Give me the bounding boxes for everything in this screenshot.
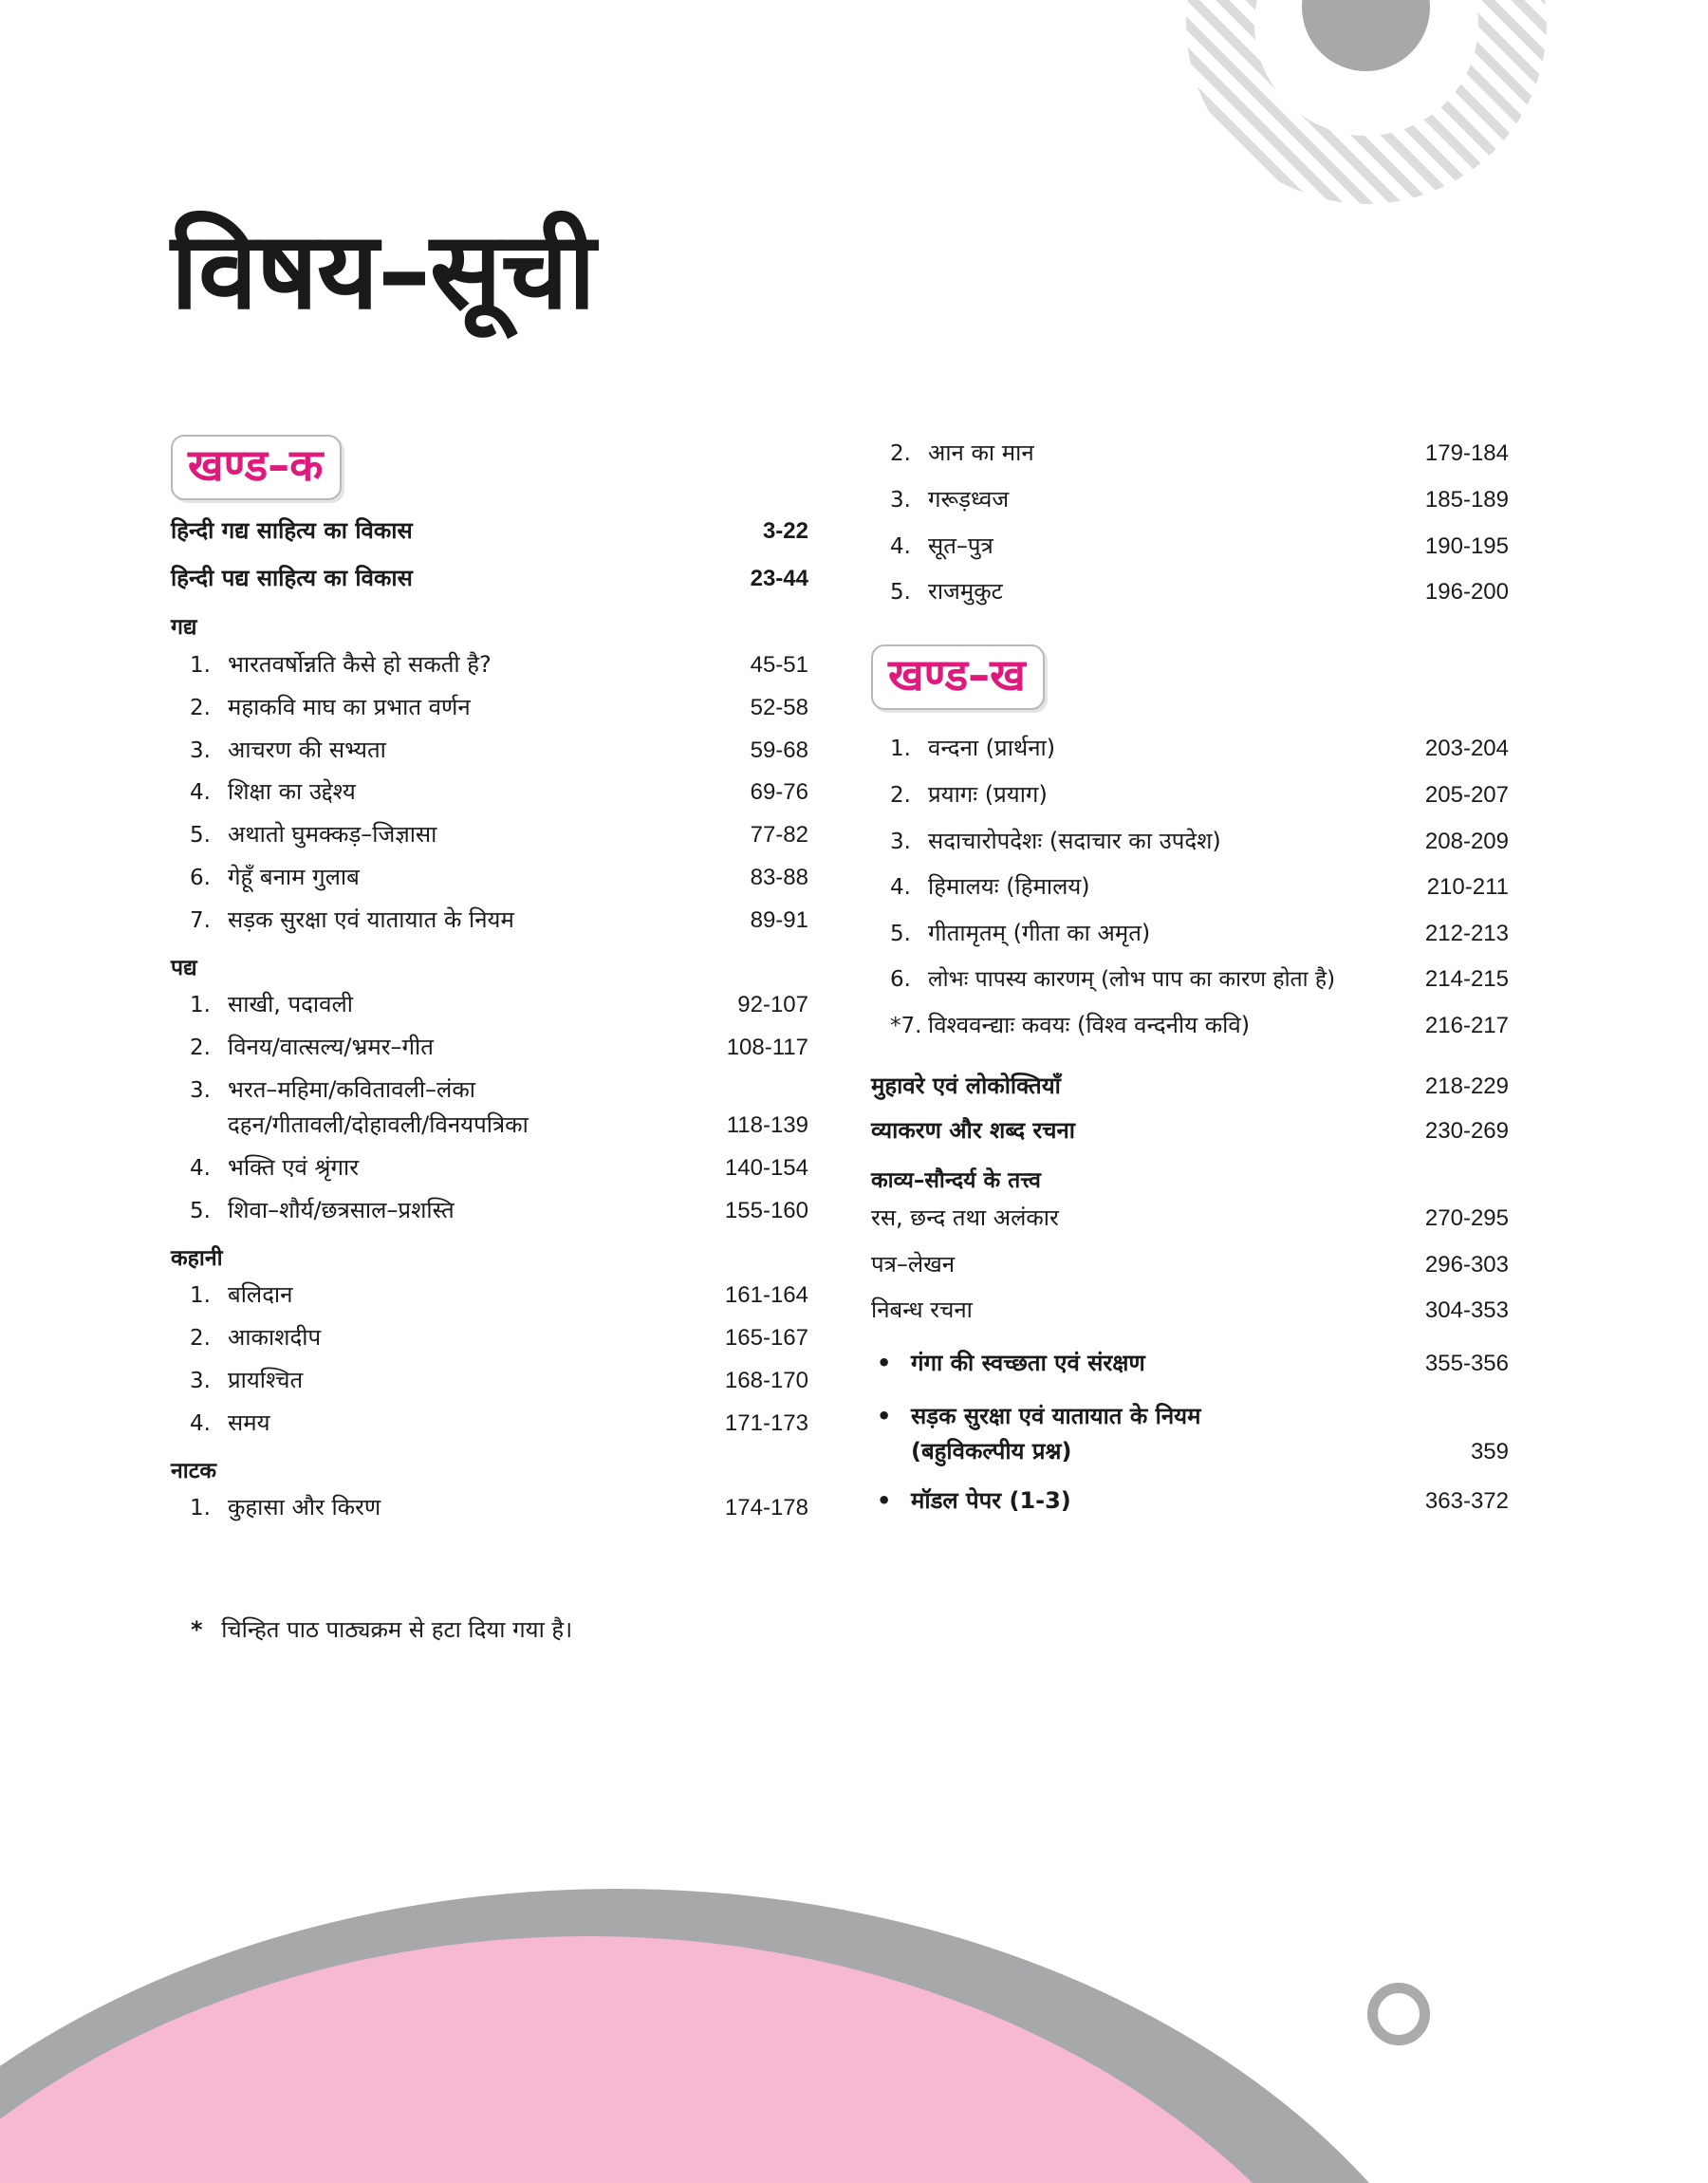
bullet-icon: • xyxy=(877,1486,892,1514)
entry-label: विनय/वात्सल्य/भ्रमर–गीत xyxy=(228,1034,434,1061)
entry-pages: 77-82 xyxy=(750,822,808,849)
footnote-star: * xyxy=(191,1616,203,1643)
toc-entry[interactable] xyxy=(871,532,1509,561)
entry-number: 2. xyxy=(190,1326,211,1352)
toc-entry[interactable] xyxy=(871,1350,1509,1378)
group-heading-kavya: काव्य–सौन्दर्य के तत्त्व xyxy=(871,1168,1041,1194)
entry-number: 3. xyxy=(190,1077,211,1103)
entry-pages: 45-51 xyxy=(750,652,808,679)
group-heading-natak: नाटक xyxy=(171,1458,216,1483)
entry-number: 3. xyxy=(190,1369,211,1394)
entry-pages: 355-356 xyxy=(1424,1351,1509,1377)
entry-label: सूत–पुत्र xyxy=(928,532,993,559)
toc-entry[interactable] xyxy=(871,920,1509,948)
entry-label: आचरण की सभ्यता xyxy=(228,736,386,763)
section-badge-khand-b: खण्ड–ख xyxy=(871,644,1045,710)
group-heading-padya: पद्य xyxy=(171,955,197,980)
entry-pages: 216-217 xyxy=(1424,1012,1509,1038)
toc-entry[interactable] xyxy=(171,737,808,765)
entry-label: अथातो घुमक्कड़–जिज्ञासा xyxy=(228,821,437,849)
toc-entry[interactable] xyxy=(171,1197,808,1225)
entry-pages: 155-160 xyxy=(724,1198,808,1224)
toc-entry[interactable] xyxy=(171,778,808,807)
section-badge-khand-a: खण्ड–क xyxy=(171,435,342,500)
entry-number: 1. xyxy=(890,737,911,762)
entry-number: 6. xyxy=(890,967,911,993)
entry-pages: 89-91 xyxy=(750,906,808,933)
entry-number: 4. xyxy=(890,533,911,559)
toc-entry[interactable] xyxy=(171,906,808,935)
entry-label: शिवा–शौर्य/छत्रसाल–प्रशस्ति xyxy=(228,1197,455,1224)
entry-pages: 83-88 xyxy=(750,865,808,891)
entry-label-line1: भरत–महिमा/कवितावली–लंका xyxy=(228,1075,475,1103)
toc-entry[interactable] xyxy=(171,991,808,1019)
toc-entry[interactable] xyxy=(871,781,1509,810)
toc-entry[interactable] xyxy=(171,1324,808,1353)
entry-label: शिक्षा का उद्देश्य xyxy=(228,778,356,806)
entry-pages: 214-215 xyxy=(1424,966,1509,993)
toc-entry-continuation[interactable] xyxy=(171,1111,808,1140)
entry-pages: 210-211 xyxy=(1426,874,1509,901)
entry-pages: 174-178 xyxy=(724,1495,808,1521)
entry-label: निबन्ध रचना xyxy=(871,1297,973,1324)
entry-label-line2: (बहुविकल्पीय प्रश्न) xyxy=(911,1437,1072,1465)
entry-number: 2. xyxy=(190,1036,211,1061)
entry-number: 5. xyxy=(890,922,911,947)
entry-number: 5. xyxy=(190,1199,211,1224)
entry-number: 4. xyxy=(190,1156,211,1182)
entry-label: हिन्दी गद्य साहित्य का विकास xyxy=(171,516,413,544)
entry-label: कुहासा और किरण xyxy=(228,1494,381,1521)
entry-pages: 179-184 xyxy=(1424,440,1509,466)
toc-entry-continuation[interactable] xyxy=(871,1438,1509,1466)
entry-pages: 92-107 xyxy=(737,992,808,1018)
footnote xyxy=(191,1616,572,1644)
entry-number: 4. xyxy=(190,780,211,806)
entry-number: 2. xyxy=(190,695,211,720)
toc-entry[interactable] xyxy=(171,565,808,593)
entry-pages: 212-213 xyxy=(1424,921,1509,947)
entry-label xyxy=(228,1076,808,1104)
toc-entry[interactable] xyxy=(871,578,1509,606)
entry-label: प्रायश्चित xyxy=(228,1367,304,1394)
entry-label: बलिदान xyxy=(228,1281,293,1309)
entry-label: भक्ति एवं श्रृंगार xyxy=(228,1154,360,1182)
entry-number: 1. xyxy=(190,1496,211,1521)
entry-pages: 230-269 xyxy=(1424,1118,1509,1145)
entry-pages: 171-173 xyxy=(724,1409,808,1436)
entry-number: 2. xyxy=(890,782,911,808)
group-heading-gadya: गद्य xyxy=(171,615,197,641)
toc-entry[interactable] xyxy=(171,1154,808,1183)
entry-pages: 363-372 xyxy=(1424,1487,1509,1514)
toc-entry[interactable] xyxy=(171,1367,808,1395)
entry-label: विश्ववन्द्याः कवयः (विश्व वन्दनीय कवि) xyxy=(928,1011,1251,1038)
entry-pages: 203-204 xyxy=(1424,736,1509,762)
group-heading-kahani: कहानी xyxy=(171,1245,223,1271)
entry-number: 6. xyxy=(190,866,211,891)
entry-number: 1. xyxy=(190,993,211,1018)
entry-number: 7. xyxy=(190,907,211,933)
toc-entry[interactable] xyxy=(871,1073,1509,1101)
toc-entry[interactable] xyxy=(871,439,1509,468)
entry-label: मुहावरे एवं लोकोक्तियाँ xyxy=(871,1072,1061,1099)
toc-entry[interactable] xyxy=(171,1494,808,1522)
entry-pages: 69-76 xyxy=(750,779,808,806)
entry-pages: 140-154 xyxy=(724,1155,808,1182)
entry-label: राजमुकुट xyxy=(928,578,1003,606)
entry-number: 1. xyxy=(190,1283,211,1309)
entry-number: 5. xyxy=(890,580,911,606)
entry-number: 5. xyxy=(190,823,211,849)
entry-label: व्याकरण और शब्द रचना xyxy=(871,1117,1076,1145)
bullet-icon: • xyxy=(877,1403,892,1430)
entry-pages: 23-44 xyxy=(750,565,808,591)
bottom-arc-decoration xyxy=(0,1860,1708,2183)
entry-pages: 218-229 xyxy=(1424,1073,1509,1099)
entry-label: रस, छन्द तथा अलंकार xyxy=(871,1203,1059,1231)
entry-pages: 161-164 xyxy=(724,1282,808,1309)
entry-label: गीतामृतम् (गीता का अमृत) xyxy=(928,920,1151,947)
entry-pages: 168-170 xyxy=(724,1368,808,1394)
entry-label-line2: दहन/गीतावली/दोहावली/विनयपत्रिका xyxy=(228,1111,529,1139)
entry-number: 2. xyxy=(890,441,911,466)
toc-entry[interactable] xyxy=(171,821,808,849)
entry-label: समय xyxy=(228,1409,270,1436)
entry-label: महाकवि माघ का प्रभात वर्णन xyxy=(228,693,471,720)
entry-number: 3. xyxy=(890,487,911,513)
toc-entry[interactable] xyxy=(871,1117,1509,1146)
entry-pages: 296-303 xyxy=(1424,1251,1509,1278)
entry-label: आन का मान xyxy=(928,439,1034,466)
bullet-icon: • xyxy=(877,1350,892,1377)
entry-label: प्रयागः (प्रयाग) xyxy=(928,780,1048,808)
toc-entry[interactable] xyxy=(871,1251,1509,1279)
entry-pages: 3-22 xyxy=(762,517,808,544)
entry-number: 3. xyxy=(890,829,911,854)
entry-pages: 118-139 xyxy=(726,1112,808,1139)
entry-number: *7. xyxy=(890,1013,922,1038)
entry-number: 1. xyxy=(190,653,211,679)
entry-label: पत्र–लेखन xyxy=(871,1250,956,1278)
entry-label: भारतवर्षोन्नति कैसे हो सकती है? xyxy=(228,651,492,679)
entry-label: मॉडल पेपर (1-3) xyxy=(911,1486,1071,1514)
entry-pages: 304-353 xyxy=(1424,1297,1509,1324)
entry-label: साखी, पदावली xyxy=(228,991,353,1018)
entry-pages: 196-200 xyxy=(1424,579,1509,606)
entry-label: सड़क सुरक्षा एवं यातायात के नियम xyxy=(911,1403,1201,1430)
toc-entry[interactable] xyxy=(171,517,808,546)
toc-entry[interactable] xyxy=(871,873,1509,902)
toc-entry[interactable] xyxy=(171,694,808,722)
entry-label: गंगा की स्वच्छता एवं संरक्षण xyxy=(911,1350,1145,1377)
entry-number: 4. xyxy=(890,875,911,901)
footnote-text: चिन्हित पाठ पाठ्यक्रम से हटा दिया गया है। xyxy=(221,1616,573,1643)
entry-label: हिमालयः (हिमालय) xyxy=(928,873,1090,901)
toc-entry[interactable] xyxy=(871,1012,1509,1040)
toc-left-column xyxy=(171,435,808,1522)
toc-entry[interactable] xyxy=(171,651,808,680)
entry-number: 4. xyxy=(190,1410,211,1436)
toc-entry[interactable] xyxy=(871,486,1509,514)
toc-right-column xyxy=(871,439,1509,1515)
toc-entry[interactable] xyxy=(171,864,808,892)
entry-pages: 208-209 xyxy=(1424,828,1509,854)
entry-label: सदाचारोपदेशः (सदाचार का उपदेश) xyxy=(928,827,1221,854)
toc-entry[interactable] xyxy=(171,1076,808,1105)
toc-entry[interactable] xyxy=(871,1297,1509,1325)
entry-label: सड़क सुरक्षा एवं यातायात के नियम xyxy=(228,905,514,933)
entry-label: आकाशदीप xyxy=(228,1324,322,1352)
entry-pages: 359 xyxy=(1470,1438,1509,1465)
toc-entry[interactable] xyxy=(871,1487,1509,1516)
entry-label: हिन्दी पद्य साहित्य का विकास xyxy=(171,564,413,591)
toc-entry[interactable] xyxy=(871,966,1509,994)
toc-entry[interactable] xyxy=(871,735,1509,763)
entry-number: 3. xyxy=(190,737,211,763)
entry-pages: 52-58 xyxy=(750,694,808,720)
entry-pages: 190-195 xyxy=(1424,532,1509,559)
page-title: विषय–सूची xyxy=(171,210,595,333)
entry-label: गरूड़ध्वज xyxy=(928,485,1010,513)
toc-entry[interactable] xyxy=(171,1034,808,1062)
toc-entry[interactable] xyxy=(871,1204,1509,1233)
entry-label: गेहूँ बनाम गुलाब xyxy=(228,864,360,891)
entry-pages: 165-167 xyxy=(724,1325,808,1352)
entry-pages: 205-207 xyxy=(1424,781,1509,808)
entry-label: लोभः पापस्य कारणम् (लोभ पाप का कारण होता है) xyxy=(928,967,1336,993)
toc-entry[interactable] xyxy=(171,1409,808,1438)
entry-pages: 185-189 xyxy=(1424,486,1509,513)
entry-pages: 270-295 xyxy=(1424,1204,1509,1231)
toc-entry[interactable] xyxy=(171,1281,808,1310)
entry-pages: 59-68 xyxy=(750,737,808,763)
toc-entry[interactable] xyxy=(871,828,1509,856)
toc-entry[interactable] xyxy=(871,1403,1509,1430)
entry-pages: 108-117 xyxy=(726,1035,808,1061)
entry-label: वन्दना (प्रार्थना) xyxy=(928,735,1056,762)
